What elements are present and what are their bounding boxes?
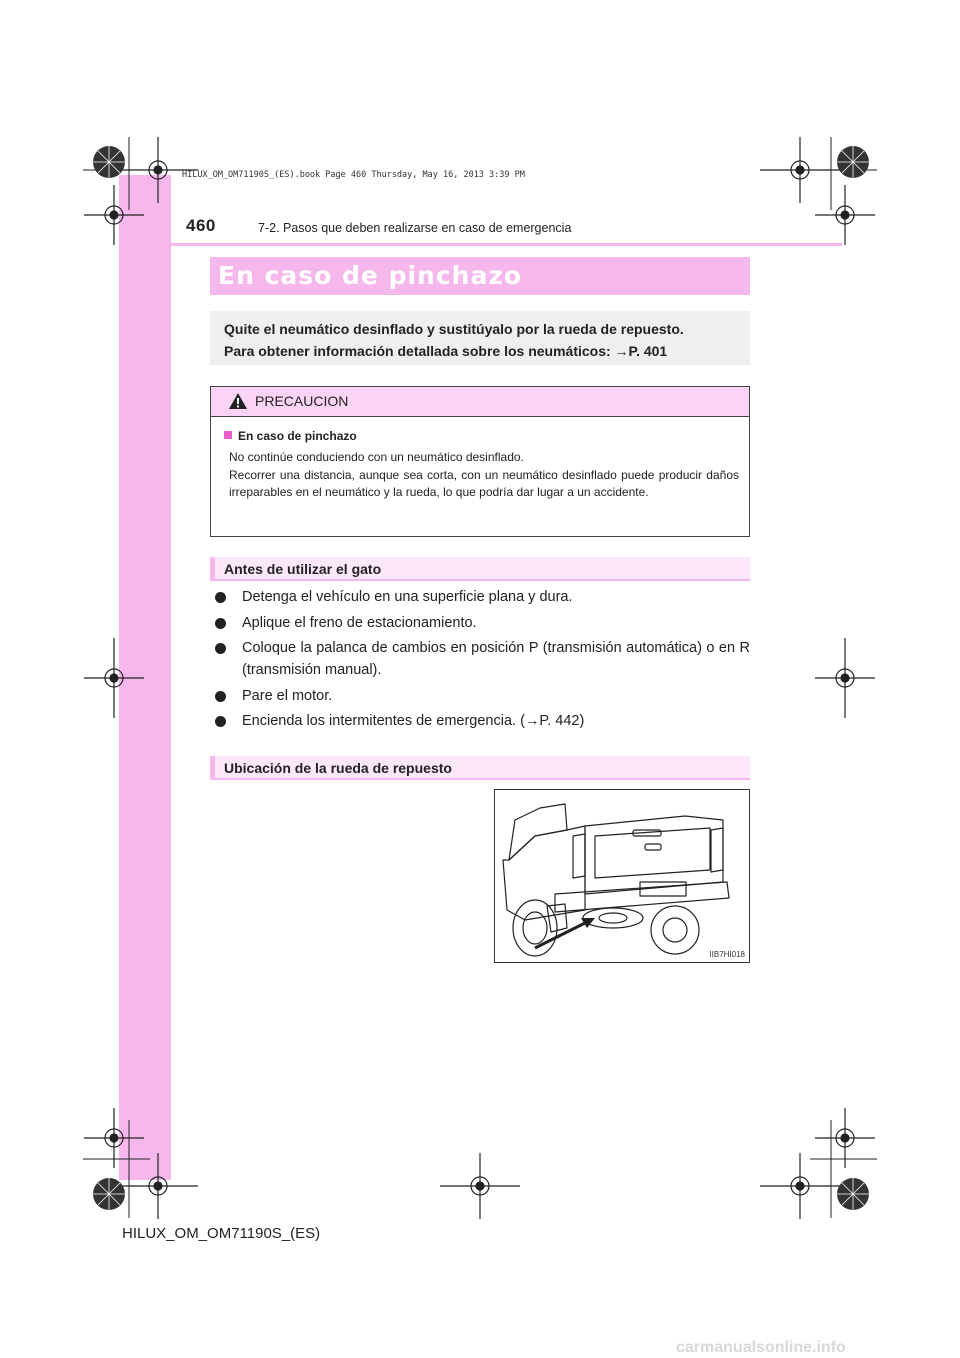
caution-box xyxy=(210,386,750,537)
caution-body xyxy=(229,449,739,502)
book-info-line: HILUX_OM_OM71190S_(ES).book Page 460 Thursday, May 16, 2013 3:39 PM xyxy=(182,170,525,180)
caution-line-1: No continúe conduciendo con un neumático desinflado. xyxy=(229,450,524,464)
section-title: 7-2. Pasos que deben realizarse en caso de emergencia xyxy=(258,221,572,235)
warning-icon xyxy=(228,392,248,410)
jack-bullet-list xyxy=(210,586,750,736)
list-item: Encienda los intermitentes de emergencia. (→P. 442) xyxy=(210,710,750,732)
intro-box xyxy=(210,311,750,365)
list-item: Detenga el vehículo en una superficie plana y dura. xyxy=(210,586,750,608)
watermark: carmanualsonline.info xyxy=(676,1339,846,1356)
bullet-icon xyxy=(215,691,226,702)
list-item: Aplique el freno de estacionamiento. xyxy=(210,612,750,634)
bullet-icon xyxy=(215,618,226,629)
bullet-icon xyxy=(215,643,226,654)
caution-subtitle xyxy=(224,429,357,443)
caution-header xyxy=(211,387,749,417)
page-title-banner xyxy=(210,257,750,295)
subheading-spare-text: Ubicación de la rueda de repuesto xyxy=(224,760,452,776)
square-bullet-icon xyxy=(224,431,232,439)
subheading-jack xyxy=(210,557,750,581)
intro-line-1: Quite el neumático desinflado y sustitúyalo por la rueda de repuesto. xyxy=(224,321,684,337)
subheading-jack-text: Antes de utilizar el gato xyxy=(224,561,382,577)
caution-subtitle-text: En caso de pinchazo xyxy=(238,429,357,443)
bullet-icon xyxy=(215,592,226,603)
list-item: Pare el motor. xyxy=(210,685,750,707)
caution-label: PRECAUCION xyxy=(255,393,349,409)
page-number: 460 xyxy=(186,216,216,235)
spare-tire-figure xyxy=(494,789,750,963)
footer-doc-id: HILUX_OM_OM71190S_(ES) xyxy=(122,1225,321,1242)
intro-line-2: Para obtener información detallada sobre los neumáticos: →P. 401 xyxy=(224,343,668,359)
bullet-icon xyxy=(215,716,226,727)
page-title: En caso de pinchazo xyxy=(218,261,523,290)
caution-line-2: Recorrer una distancia, aunque sea corta, con un neumático desinflado puede producir daños irreparables en el neumático y la rueda, lo que podría dar lugar a un accidente. xyxy=(229,467,739,499)
figure-code: IIB7HI018 xyxy=(709,950,745,959)
truck-rear-illustration xyxy=(495,790,749,962)
list-item: Coloque la palanca de cambios en posición P (transmisión automática) o en R (transmisión manual). xyxy=(210,637,750,681)
subheading-spare xyxy=(210,756,750,780)
